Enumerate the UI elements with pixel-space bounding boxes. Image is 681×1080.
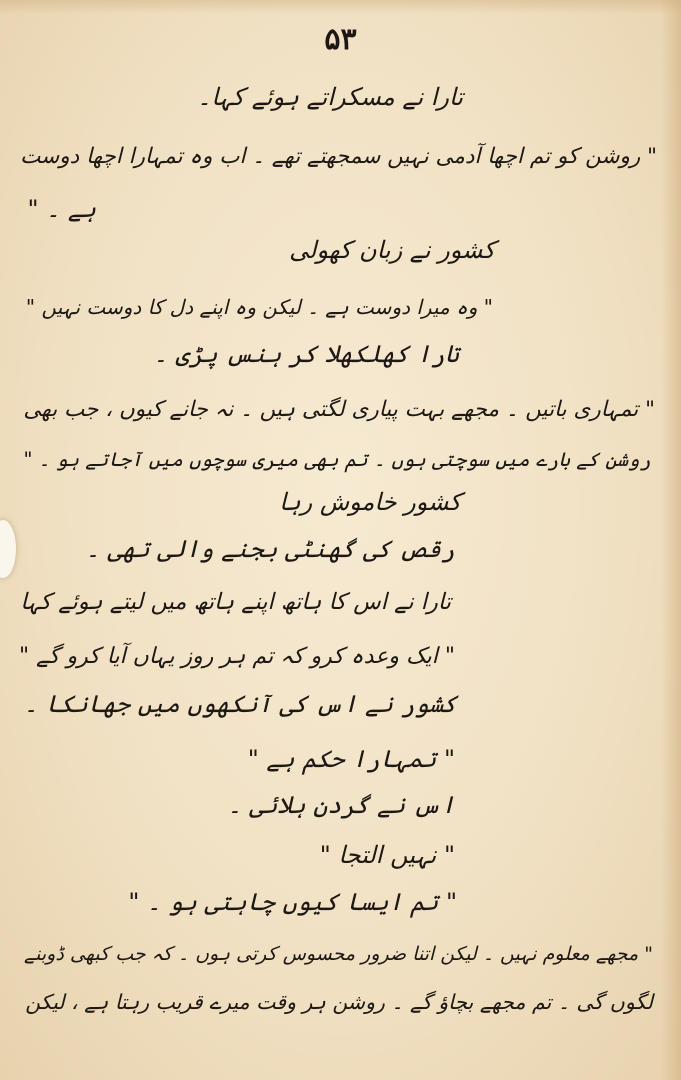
text-line-11: تارا نے اس کا ہاتھ اپنے ہاتھ میں لیتے ہوئے کہا (20, 589, 451, 615)
text-line-19: لگوں گی ۔ تم مجھے بچاؤ گے ۔ روشن ہر وقت میرے قریب رہتا ہے ، لیکن (25, 990, 653, 1014)
text-line-12: " ایک وعدہ کرو کہ تم ہر روز یہاں آیا کرو گے " (19, 644, 455, 669)
text-line-3: ہے ۔ " (27, 195, 96, 223)
text-line-16: " نہیں التجا " (319, 841, 455, 869)
page-number: ۵۳ (324, 22, 357, 57)
text-line-18: " مجھے معلوم نہیں ۔ لیکن اتنا ضرور محسوس کرتی ہوں ۔ کہ جب کبھی ڈوبنے (24, 943, 653, 965)
text-line-1: تارا نے مسکراتے ہوئے کہا۔ (197, 83, 463, 111)
text-line-8: روشن کے بارے میں سوچتی ہوں ۔ تم بھی میری سوچوں میں آجاتے ہو ۔ " (23, 448, 651, 471)
page-binding-shadow (661, 0, 681, 1080)
text-line-5: " وہ میرا دوست ہے ۔ لیکن وہ اپنے دل کا دوست نہیں " (25, 295, 493, 319)
text-line-15: اس نے گردن ہلائی ۔ (227, 791, 455, 819)
text-line-17: " تم ایسا کیوں چاہتی ہو ۔ " (128, 888, 457, 916)
text-line-13: کشور نے اس کی آنکھوں میں جھانکا ۔ (23, 690, 457, 718)
page-top-shadow (0, 0, 681, 14)
text-line-2: " روشن کو تم اچھا آدمی نہیں سمجھتے تھے ۔ اب وہ تمہارا اچھا دوست (20, 144, 657, 169)
text-line-6: تارا کھلکھلا کر ہنس پڑی ۔ (153, 340, 459, 368)
text-line-10: رقص کی گھنٹی بجنے والی تھی ۔ (85, 535, 455, 563)
text-line-4: کشور نے زبان کھولی (289, 236, 495, 264)
binding-hole (0, 520, 16, 578)
text-line-14: " تمہارا حکم ہے " (247, 745, 455, 773)
text-line-7: " تمہاری باتیں ۔ مجھے بہت پیاری لگتی ہیں ۔ نہ جانے کیوں ، جب بھی (23, 397, 655, 422)
text-line-9: کشور خاموش رہا (279, 488, 461, 516)
